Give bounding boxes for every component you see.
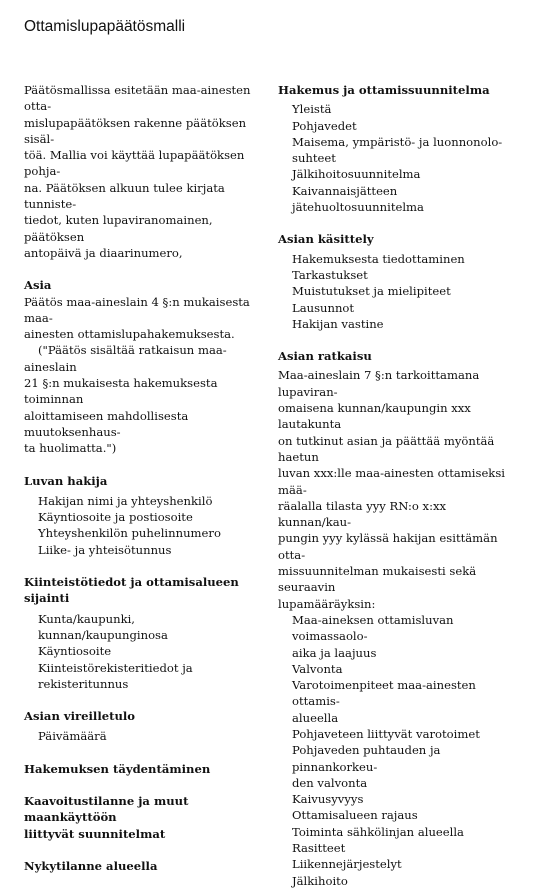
list-item: Valvonta xyxy=(292,661,343,676)
intro-line: antopäivä ja diaarinumero, xyxy=(24,245,183,260)
ratkaisu-line: lupamääräyksin: xyxy=(278,596,376,611)
asia-quote-line: aloittamiseen mahdollisesta muutoksenhaus- xyxy=(24,408,189,439)
ratkaisu-line: Maa-aineslain 7 §:n tarkoittamana lupaviran- xyxy=(278,368,480,399)
ratkaisu-line: on tutkinut asian ja päättää myöntää haetun xyxy=(278,433,495,464)
intro-line: töä. Mallia voi käyttää lupapäätöksen pohja- xyxy=(24,148,245,179)
list-item: Yleistä xyxy=(292,102,332,117)
intro-line: tiedot, kuten lupaviranomainen, päätöksen xyxy=(24,213,213,244)
list-item: Lausunnot xyxy=(292,300,355,315)
section-heading-nykytilanne: Nykytilanne alueella xyxy=(24,858,158,873)
ratkaisu-line: omaisena kunnan/kaupungin xxx lautakunta xyxy=(278,401,471,432)
list-item: Kiinteistörekisteritiedot ja rekisteritunnus xyxy=(38,660,193,691)
section-heading-kasittely: Asian käsittely xyxy=(278,232,374,247)
list-item: Kunta/kaupunki, kunnan/kaupunginosa xyxy=(38,611,168,642)
list-item: Pohjaveden puhtauden ja pinnankorkeu- xyxy=(292,743,441,774)
asia-quote-line: ("Päätös sisältää ratkaisun maa-aineslain xyxy=(24,343,227,374)
list-item: Maa-aineksen ottamisluvan voimassaolo- xyxy=(292,612,454,644)
list-item: Maisema, ympäristö- ja luonnonolo- xyxy=(292,134,503,149)
list-item: Liikennejärjestelyt xyxy=(292,857,402,872)
list-item: Hakijan vastine xyxy=(292,316,384,331)
ratkaisu-line: pungin yyy kylässä hakijan esittämän otta- xyxy=(278,531,498,562)
list-item: Kaivusyvyys xyxy=(292,792,364,807)
asia-line: Päätös maa-aineslain 4 §:n mukaisesta maa- xyxy=(24,294,250,325)
list-item: Päivämäärä xyxy=(38,729,107,744)
list-item: Kaivannaisjätteen jätehuoltosuunnitelma xyxy=(292,183,424,215)
list-item: alueella xyxy=(292,710,339,725)
list-item: Toiminta sähkölinjan alueella xyxy=(292,824,464,839)
list-item: Muistutukset ja mielipiteet xyxy=(292,284,451,299)
ratkaisu-line: räalalla tilasta yyy RN:o x:xx kunnan/kau- xyxy=(278,498,447,530)
list-item: Yhteyshenkilön puhelinnumero xyxy=(38,526,221,541)
list-item: den valvonta xyxy=(292,775,368,790)
list-item: aika ja laajuus xyxy=(292,645,377,660)
intro-line: mislupapäätöksen rakenne päätöksen sisäl- xyxy=(24,115,247,146)
list-item: Liike- ja yhteisötunnus xyxy=(38,542,172,557)
section-heading-hakemus: Hakemus ja ottamissuunnitelma xyxy=(278,83,490,97)
list-item: Pohjaveteen liittyvät varotoimet xyxy=(292,726,480,741)
intro-paragraph xyxy=(24,82,258,261)
section-heading-kaavoitus-cont: liittyvät suunnitelmat xyxy=(24,826,166,841)
left-column xyxy=(24,82,258,874)
list-item: Rasitteet xyxy=(292,841,346,856)
list-item: Käyntiosoite ja postiosoite xyxy=(38,510,193,525)
asia-line: ainesten ottamislupahakemuksesta. xyxy=(24,327,235,342)
ratkaisu-line: missuunnitelman mukaisesti sekä seuraavin xyxy=(278,564,477,595)
intro-line: na. Päätöksen alkuun tulee kirjata tunniste- xyxy=(24,180,225,212)
section-heading-kaavoitus: Kaavoitustilanne ja muut maankäyttöön xyxy=(24,793,189,825)
list-item: Ottamisalueen rajaus xyxy=(292,808,418,823)
page-title: Ottamislupapäätösmalli xyxy=(24,18,186,35)
list-item: Hakemuksesta tiedottaminen xyxy=(292,251,465,266)
section-heading-luvan-hakija: Luvan hakija xyxy=(24,473,108,488)
list-item: Varotoimenpiteet maa-ainesten ottamis- xyxy=(292,678,476,709)
list-item: Jälkihoitosuunnitelma xyxy=(292,167,421,182)
section-heading-taydentaminen: Hakemuksen täydentäminen xyxy=(24,761,211,776)
list-item: Jälkihoito xyxy=(292,873,348,888)
right-column xyxy=(278,82,514,889)
section-heading-kiinteisto: Kiinteistötiedot ja ottamisalueen sijainti xyxy=(24,575,239,606)
list-item: Pohjavedet xyxy=(292,118,357,133)
ratkaisu-line: luvan xxx:lle maa-ainesten ottamiseksi mää- xyxy=(278,466,505,497)
list-item: suhteet xyxy=(292,151,336,166)
section-heading-vireilletulo: Asian vireilletulo xyxy=(24,709,136,724)
intro-line: Päätösmallissa esitetään maa-ainesten otta- xyxy=(24,83,251,114)
section-heading-asia: Asia xyxy=(24,278,52,293)
list-item: Hakijan nimi ja yhteyshenkilö xyxy=(38,493,213,508)
section-heading-ratkaisu: Asian ratkaisu xyxy=(278,349,372,364)
list-item: Käyntiosoite xyxy=(38,644,112,659)
asia-quote-line: 21 §:n mukaisesta hakemuksesta toiminnan xyxy=(24,376,218,407)
asia-quote-line: ta huolimatta.") xyxy=(24,441,117,456)
list-item: Tarkastukset xyxy=(292,267,368,282)
